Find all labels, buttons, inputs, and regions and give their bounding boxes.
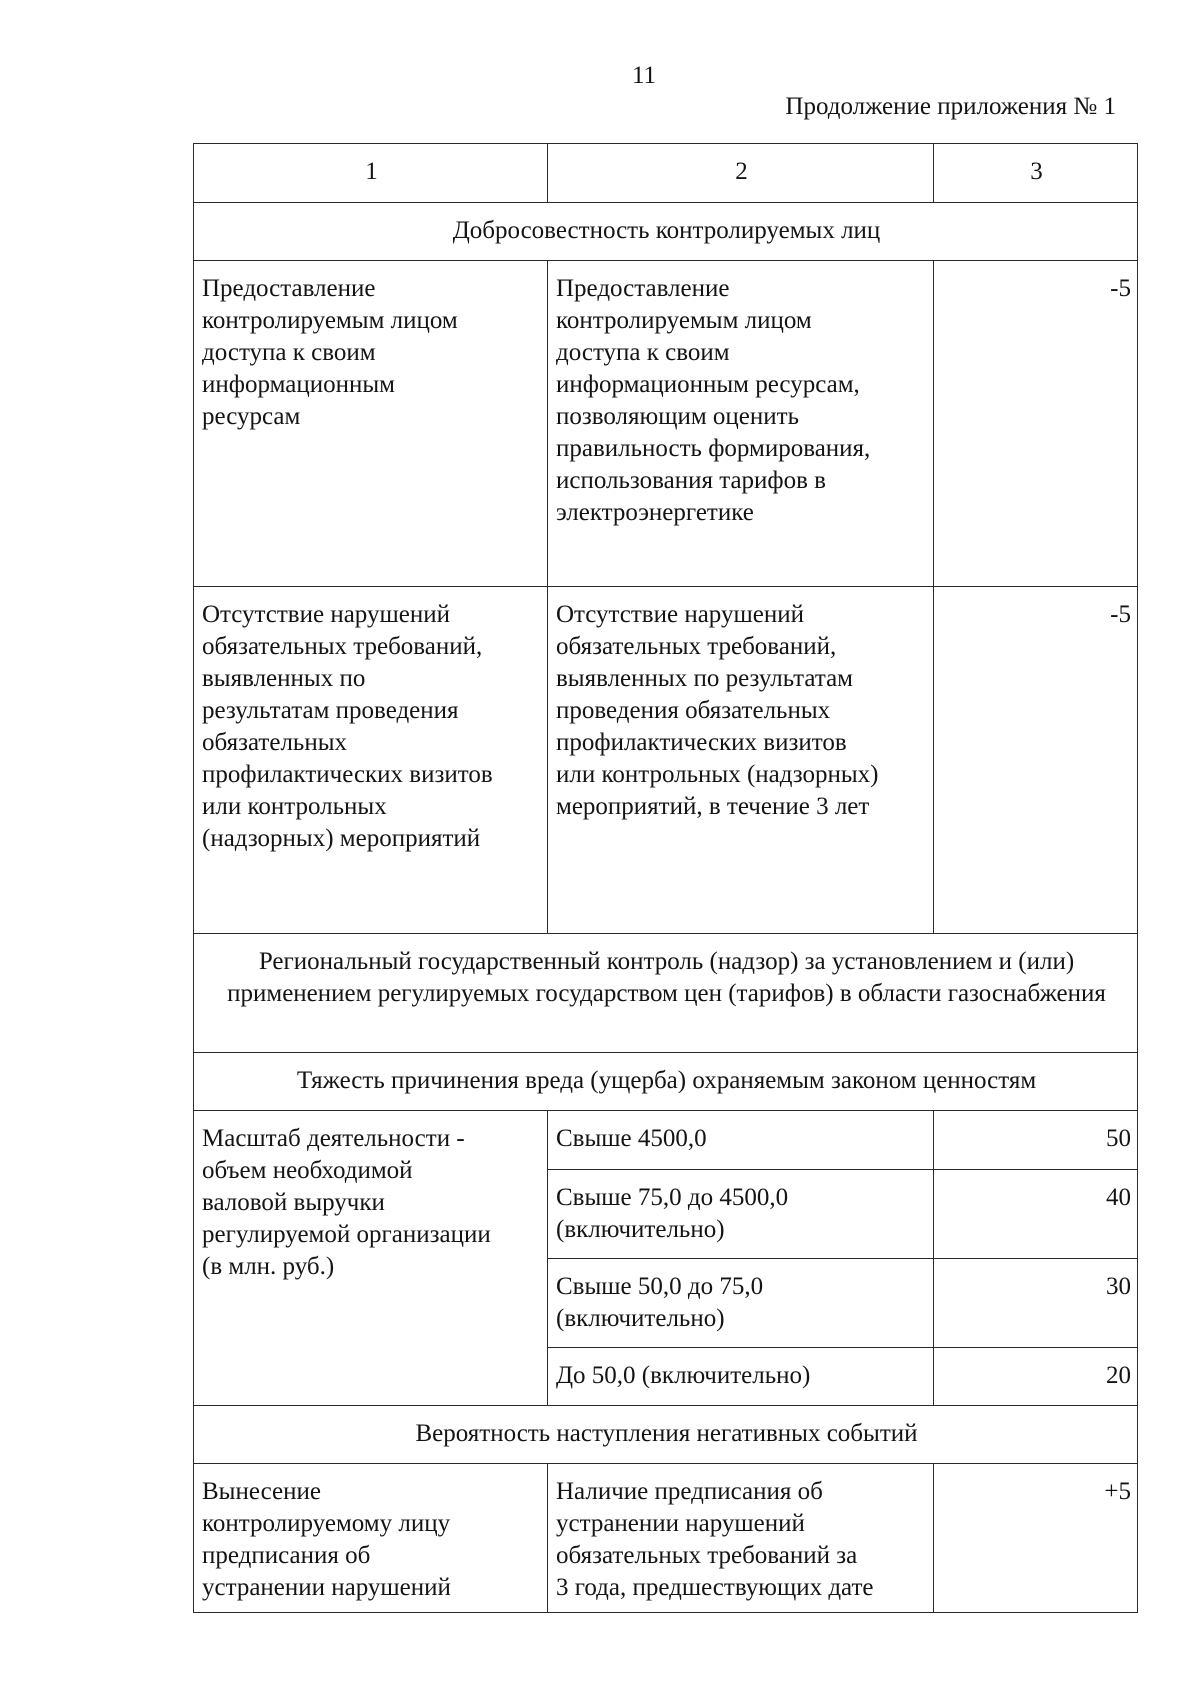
column-header-3: 3 xyxy=(934,144,1138,203)
section-row xyxy=(194,934,1138,1053)
criterion-prescription: Вынесение контролируемому лицу предписания об устранении нарушений xyxy=(194,1464,548,1613)
criteria-table xyxy=(193,143,1138,1613)
score-access: -5 xyxy=(934,261,1138,587)
scale-option-score: 20 xyxy=(934,1348,1138,1406)
scale-option-score: 30 xyxy=(934,1259,1138,1348)
section-harm-severity: Тяжесть причинения вреда (ущерба) охраняемым законом ценностям xyxy=(194,1053,1138,1111)
table-header-row xyxy=(194,144,1138,203)
column-header-1: 1 xyxy=(194,144,548,203)
section-row xyxy=(194,1406,1138,1464)
scale-option-score: 40 xyxy=(934,1170,1138,1259)
table-row xyxy=(194,261,1138,587)
table-row xyxy=(194,1111,1138,1170)
section-bona-fide: Добросовестность контролируемых лиц xyxy=(194,203,1138,261)
page-number: 11 xyxy=(631,62,657,89)
scale-option-score: 50 xyxy=(934,1111,1138,1170)
scale-option-indicator: До 50,0 (включительно) xyxy=(548,1348,934,1406)
scale-option-indicator: Свыше 4500,0 xyxy=(548,1111,934,1170)
section-row xyxy=(194,1053,1138,1111)
score-prescription: +5 xyxy=(934,1464,1138,1613)
table-row xyxy=(194,1464,1138,1613)
section-row xyxy=(194,203,1138,261)
scale-option-indicator: Свыше 50,0 до 75,0 (включительно) xyxy=(548,1259,934,1348)
indicator-no-violations: Отсутствие нарушений обязательных требований, выявленных по результатам проведения обязательных профилактических визитов или контрольных (надзорных) мероприятий, в течение 3 лет xyxy=(548,587,934,934)
indicator-access: Предоставление контролируемым лицом доступа к своим информационным ресурсам, позволяющим оценить правильность формирования, использования тарифов в электроэнергетике xyxy=(548,261,934,587)
table-row xyxy=(194,587,1138,934)
criterion-no-violations: Отсутствие нарушений обязательных требований, выявленных по результатам проведения обязательных профилактических визитов или контрольных (надзорных) мероприятий xyxy=(194,587,548,934)
appendix-continuation-header: Продолжение приложения № 1 xyxy=(785,93,1116,120)
column-header-2: 2 xyxy=(548,144,934,203)
indicator-prescription: Наличие предписания об устранении нарушений обязательных требований за 3 года, предшествующих дате xyxy=(548,1464,934,1613)
criterion-access: Предоставление контролируемым лицом доступа к своим информационным ресурсам xyxy=(194,261,548,587)
score-no-violations: -5 xyxy=(934,587,1138,934)
section-gas-supply-control: Региональный государственный контроль (надзор) за установлением и (или) применением регулируемых государством цен (тарифов) в области газоснабжения xyxy=(194,934,1138,1053)
scale-option-indicator: Свыше 75,0 до 4500,0 (включительно) xyxy=(548,1170,934,1259)
section-negative-events-probability: Вероятность наступления негативных событий xyxy=(194,1406,1138,1464)
criterion-activity-scale: Масштаб деятельности - объем необходимой валовой выручки регулируемой организации (в млн. руб.) xyxy=(194,1111,548,1406)
